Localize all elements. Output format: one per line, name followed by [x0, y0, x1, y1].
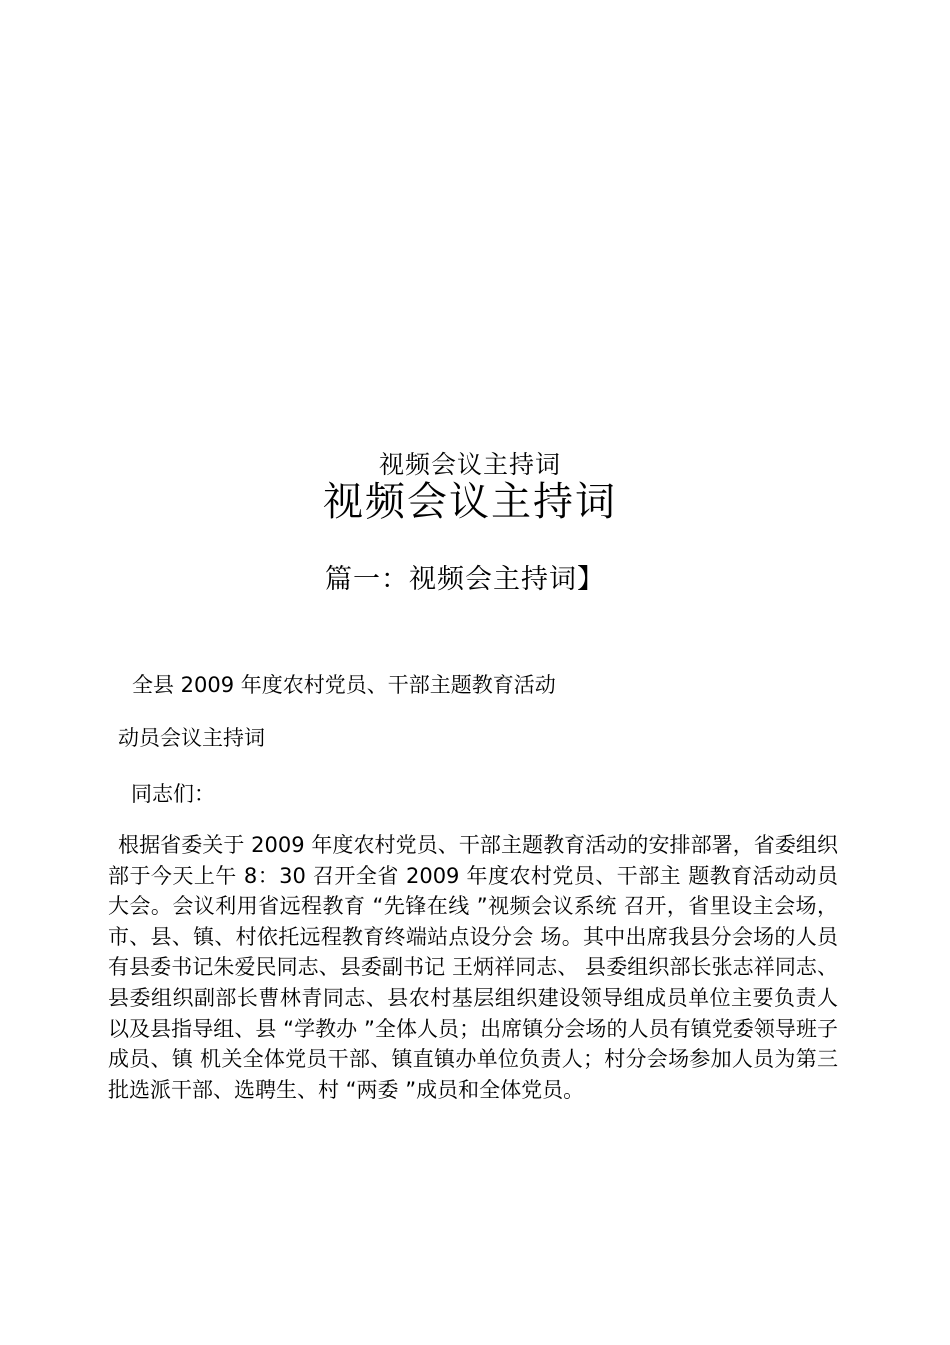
salutation: 同志们：	[131, 782, 215, 806]
speech-heading-line-2: 动员会议主持词	[118, 726, 265, 750]
document-main-title: 视频会议主持词	[323, 479, 617, 525]
speech-heading-line-1: 全县 2009 年度农村党员、干部主题教育活动	[132, 673, 556, 697]
document-small-title: 视频会议主持词	[378, 450, 561, 479]
section-title: 篇一：视频会主持词】	[325, 564, 605, 595]
body-paragraph: 根据省委关于 2009 年度农村党员、干部主题教育活动的安排部署，省委组织部于今天上午 8：30 召开全省 2009 年度农村党员、干部主 题教育活动动员大会。会议利用省远程教育 “先锋在线 ”视频会议系统 召开，省里设主会场，市、县、镇、村依托远程教育终端站点设分会 场。其中出席我县分会场的人员有县委书记朱爱民同志、县委副书记 王炳祥同志、 县委组织部长张志祥同志、 县委组织副部长曹林青同志、县农村基层组织建设领导组成员单位主要负责人以及县指导组、县 “学教办 ”全体人员；出席镇分会场的人员有镇党委领导班子成员、镇 机关全体党员干部、镇直镇办单位负责人；村分会场参加人员为第三 批选派干部、选聘生、村 “两委 ”成员和全体党员。	[108, 833, 838, 1102]
